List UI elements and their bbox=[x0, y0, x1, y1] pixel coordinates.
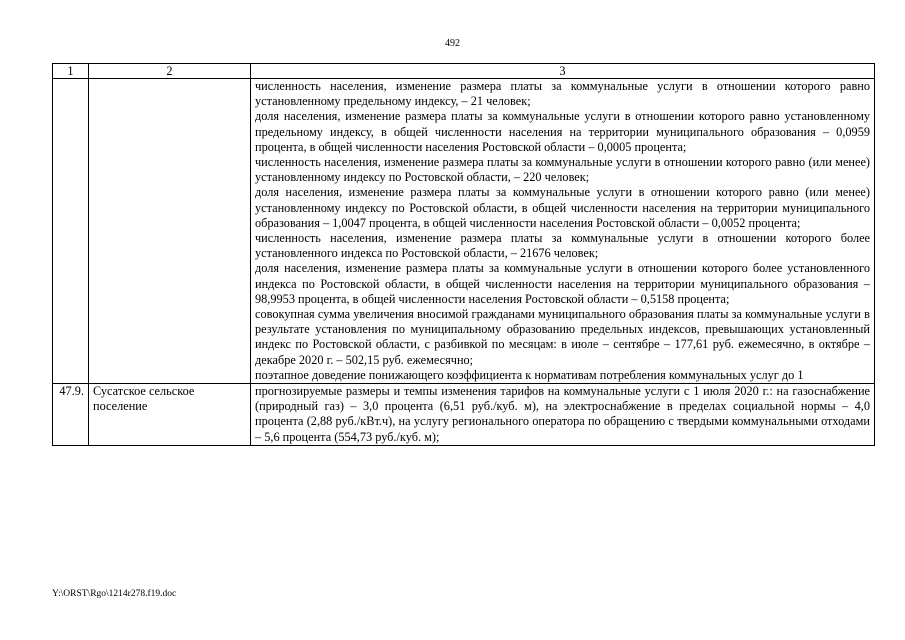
paragraph: доля населения, изменение размера платы за коммунальные услуги в отношении которого более установленного индекса по Ростовской области, в общей численности населения на территории муниципального образования – 98,9953 процента, в общей численности населения Ростовской области – 0,5158 процента; bbox=[255, 261, 870, 306]
row-content bbox=[251, 79, 875, 384]
paragraph: численность населения, изменение размера платы за коммунальные услуги в отношении которого равно установленному предельному индексу, – 21 человек; bbox=[255, 79, 870, 109]
paragraph: численность населения, изменение размера платы за коммунальные услуги в отношении которого равно (или менее) установленному индексу по Ростовской области, – 220 человек; bbox=[255, 155, 870, 185]
column-header-3: 3 bbox=[251, 64, 875, 79]
row-number bbox=[53, 79, 89, 384]
row-name: Сусатское сельское поселение bbox=[89, 384, 251, 446]
table-header-row bbox=[53, 64, 875, 79]
document-table bbox=[52, 63, 875, 446]
file-path-footer: Y:\ORST\Rgo\1214r278.f19.doc bbox=[52, 589, 177, 599]
table-row bbox=[53, 384, 875, 446]
paragraph: доля населения, изменение размера платы за коммунальные услуги в отношении которого равно установленному предельному индексу, в общей численности населения на территории муниципального образования – 0,0959 процента, в общей численности населения Ростовской области – 0,0005 процента; bbox=[255, 109, 870, 154]
paragraph: прогнозируемые размеры и темпы изменения тарифов на коммунальные услуги с 1 июля 2020 г.: на газоснабжение (природный газ) – 3,0 процента (6,51 руб./куб. м), на электроснабжение в пределах социальной нормы – 4,0 процента (2,88 руб./кВт.ч), на услугу регионального оператора по обращению с твердыми коммунальными отходами – 5,6 процента (554,73 руб./куб. м); bbox=[255, 384, 870, 444]
paragraph: численность населения, изменение размера платы за коммунальные услуги в отношении которого более установленного индекса по Ростовской области, – 21676 человек; bbox=[255, 231, 870, 261]
row-content bbox=[251, 384, 875, 446]
row-name bbox=[89, 79, 251, 384]
column-header-1: 1 bbox=[53, 64, 89, 79]
column-header-2: 2 bbox=[89, 64, 251, 79]
paragraph: совокупная сумма увеличения вносимой гражданами муниципального образования платы за коммунальные услуги в результате установления по муниципальному образованию предельных индексов, превышающих установленный индекс по Ростовской области, с разбивкой по месяцам: в июле – сентябре – 177,61 руб. ежемесячно, в октябре – декабре 2020 г. – 502,15 руб. ежемесячно; bbox=[255, 307, 870, 367]
paragraph: доля населения, изменение размера платы за коммунальные услуги в отношении которого равно (или менее) установленному индексу по Ростовской области, в общей численности населения на территории муниципального образования – 1,0047 процента, в общей численности населения Ростовской области – 0,0052 процента; bbox=[255, 185, 870, 230]
table-row bbox=[53, 79, 875, 384]
page-number: 492 bbox=[445, 38, 460, 49]
row-number: 47.9. bbox=[53, 384, 89, 446]
paragraph: поэтапное доведение понижающего коэффициента к нормативам потребления коммунальных услуг до 1 bbox=[255, 367, 804, 382]
